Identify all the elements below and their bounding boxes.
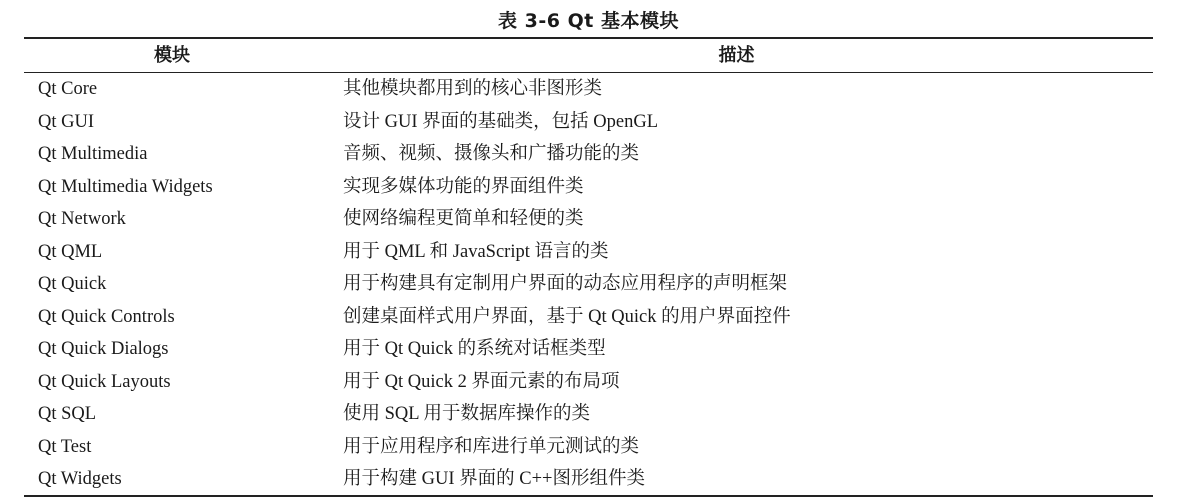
- description-cell: 使网络编程更简单和轻便的类: [343, 209, 584, 229]
- description-cell: 音频、视频、摄像头和广播功能的类: [343, 144, 640, 164]
- table-row: [24, 367, 1153, 400]
- description-cell: 实现多媒体功能的界面组件类: [343, 176, 584, 197]
- module-cell: Qt Core: [38, 79, 98, 99]
- table-row: [24, 237, 1153, 270]
- header-module: 模块: [154, 45, 190, 66]
- description-cell: 创建桌面样式用户界面，基于 Qt Quick 的用户界面控件: [343, 306, 791, 327]
- table-header-rule: [24, 72, 1153, 73]
- table-row: [24, 302, 1153, 335]
- description-cell: 其他模块都用到的核心非图形类: [343, 79, 603, 99]
- module-cell: Qt QML: [38, 241, 103, 262]
- description-cell: 用于 Qt Quick 2 界面元素的布局项: [343, 371, 620, 392]
- module-cell: Qt Test: [38, 436, 92, 457]
- table-body: [24, 74, 1153, 497]
- module-cell: Qt Quick Controls: [38, 306, 175, 327]
- description-cell: 用于构建 GUI 界面的 C++图形组件类: [343, 469, 645, 489]
- table-row: [24, 269, 1153, 302]
- header-description: 描述: [718, 45, 755, 66]
- description-cell: 用于 Qt Quick 的系统对话框类型: [343, 339, 606, 359]
- module-cell: Qt GUI: [38, 111, 95, 132]
- table-row: [24, 334, 1153, 367]
- description-cell: 用于应用程序和库进行单元测试的类: [343, 436, 640, 457]
- module-cell: Qt Widgets: [38, 469, 122, 489]
- module-cell: Qt Multimedia Widgets: [38, 176, 213, 197]
- module-cell: Qt Quick: [38, 274, 107, 294]
- module-cell: Qt Quick Layouts: [38, 371, 171, 392]
- table-bottom-rule: [24, 495, 1153, 497]
- module-cell: Qt Quick Dialogs: [38, 339, 169, 359]
- table-row: [24, 432, 1153, 465]
- description-cell: 用于构建具有定制用户界面的动态应用程序的声明框架: [343, 274, 788, 294]
- description-cell: 设计 GUI 界面的基础类，包括 OpenGL: [343, 111, 658, 132]
- module-cell: Qt Multimedia: [38, 144, 148, 164]
- table-row: [24, 139, 1153, 172]
- table-row: [24, 172, 1153, 205]
- module-cell: Qt Network: [38, 209, 126, 229]
- table-row: [24, 107, 1153, 140]
- description-cell: 使用 SQL 用于数据库操作的类: [343, 404, 591, 424]
- table-row: [24, 464, 1153, 497]
- table-caption: 表 3-6 Qt 基本模块: [498, 10, 679, 32]
- description-cell: 用于 QML 和 JavaScript 语言的类: [343, 241, 609, 262]
- table-row: [24, 399, 1153, 432]
- module-cell: Qt SQL: [38, 404, 97, 424]
- table-row: [24, 74, 1153, 107]
- table-row: [24, 204, 1153, 237]
- table-header: [24, 39, 1153, 72]
